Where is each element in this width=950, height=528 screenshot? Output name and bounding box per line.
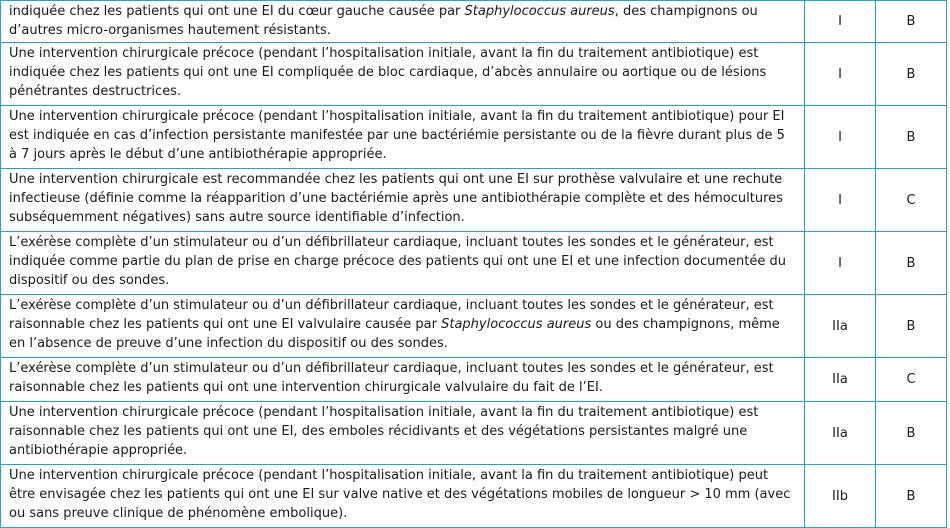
- table-row: [1, 169, 947, 232]
- text-part: ou des champignons, même en l’absence de preuve d’une infection du dispositif ou des sondes.: [9, 317, 780, 351]
- level-of-evidence: B: [876, 106, 947, 169]
- text-part: , des champignons ou d’autres micro-organismes hautement résistants.: [9, 4, 758, 38]
- class-of-recommendation: IIa: [805, 295, 876, 358]
- recommendation-text: [1, 1, 805, 43]
- recommendation-text: [1, 402, 805, 465]
- recommendation-text: [1, 232, 805, 295]
- table-row: [1, 232, 947, 295]
- recommendation-text: [1, 169, 805, 232]
- table-row: [1, 1, 947, 43]
- class-of-recommendation: I: [805, 169, 876, 232]
- level-of-evidence: B: [876, 465, 947, 528]
- table-row: [1, 295, 947, 358]
- organism-name: Staphylococcus aureus: [464, 4, 615, 19]
- recommendation-text: [1, 358, 805, 402]
- level-of-evidence: B: [876, 402, 947, 465]
- organism-name: Staphylococcus aureus: [441, 317, 592, 332]
- recommendation-text: [1, 43, 805, 106]
- class-of-recommendation: I: [805, 232, 876, 295]
- recommendation-text: [1, 465, 805, 528]
- class-of-recommendation: IIb: [805, 465, 876, 528]
- table-row: [1, 43, 947, 106]
- level-of-evidence: C: [876, 358, 947, 402]
- level-of-evidence: C: [876, 169, 947, 232]
- class-of-recommendation: I: [805, 106, 876, 169]
- recommendation-text: [1, 106, 805, 169]
- level-of-evidence: B: [876, 1, 947, 43]
- text-part: indiquée chez les patients qui ont une EI du cœur gauche causée par: [9, 4, 465, 19]
- text-part: Une intervention chirurgicale précoce (pendant l’hospitalisation initiale, avant la fin du traitement antibiotique) est indiquée chez les patients qui ont une EI compliquée de bloc cardiaque, d’abcès annulaire ou aortique ou de lésions pénétrantes destructrices.: [9, 46, 767, 99]
- text-part: Une intervention chirurgicale précoce (pendant l’hospitalisation initiale, avant la fin du traitement antibiotique) peut être envisagée chez les patients qui ont une EI sur valve native et des végétations mobiles de longueur > 10 mm (avec ou sans preuve clinique de phénomène embolique).: [9, 468, 791, 521]
- text-part: L’exérèse complète d’un stimulateur ou d’un défibrillateur cardiaque, incluant toutes les sondes et le générateur, est raisonnable chez les patients qui ont une EI valvulaire causée par: [9, 298, 774, 332]
- text-part: L’exérèse complète d’un stimulateur ou d’un défibrillateur cardiaque, incluant toutes les sondes et le générateur, est indiquée comme partie du plan de prise en charge précoce des patients qui ont une EI et une infection documentée du dispositif ou des sondes.: [9, 235, 786, 288]
- table-row: [1, 402, 947, 465]
- class-of-recommendation: I: [805, 43, 876, 106]
- text-part: L’exérèse complète d’un stimulateur ou d’un défibrillateur cardiaque, incluant toutes les sondes et le générateur, est raisonnable chez les patients qui ont une intervention chirurgicale valvulaire du fait de l’EI.: [9, 361, 774, 395]
- level-of-evidence: B: [876, 295, 947, 358]
- level-of-evidence: B: [876, 43, 947, 106]
- table-row: [1, 465, 947, 528]
- text-part: Une intervention chirurgicale précoce (pendant l’hospitalisation initiale, avant la fin du traitement antibiotique) est raisonnable chez les patients qui ont une EI, des emboles récidivants et des végétations persistantes malgré une antibiothérapie appropriée.: [9, 405, 759, 458]
- class-of-recommendation: IIa: [805, 358, 876, 402]
- class-of-recommendation: I: [805, 1, 876, 43]
- class-of-recommendation: IIa: [805, 402, 876, 465]
- table-row: [1, 106, 947, 169]
- level-of-evidence: B: [876, 232, 947, 295]
- recommendation-text: [1, 295, 805, 358]
- table-row: [1, 358, 947, 402]
- text-part: Une intervention chirurgicale précoce (pendant l’hospitalisation initiale, avant la fin du traitement antibiotique) pour EI est indiquée en cas d’infection persistante manifestée par une bactériémie persistante ou de la fièvre durant plus de 5 à 7 jours après le début d’une antibiothérapie appropriée.: [9, 109, 785, 162]
- text-part: Une intervention chirurgicale est recommandée chez les patients qui ont une EI sur prothèse valvulaire et une rechute infectieuse (définie comme la réapparition d’une bactériémie après une antibiothérapie complète et des hémocultures subséquemment négatives) sans autre source identifiable d’infection.: [9, 172, 783, 225]
